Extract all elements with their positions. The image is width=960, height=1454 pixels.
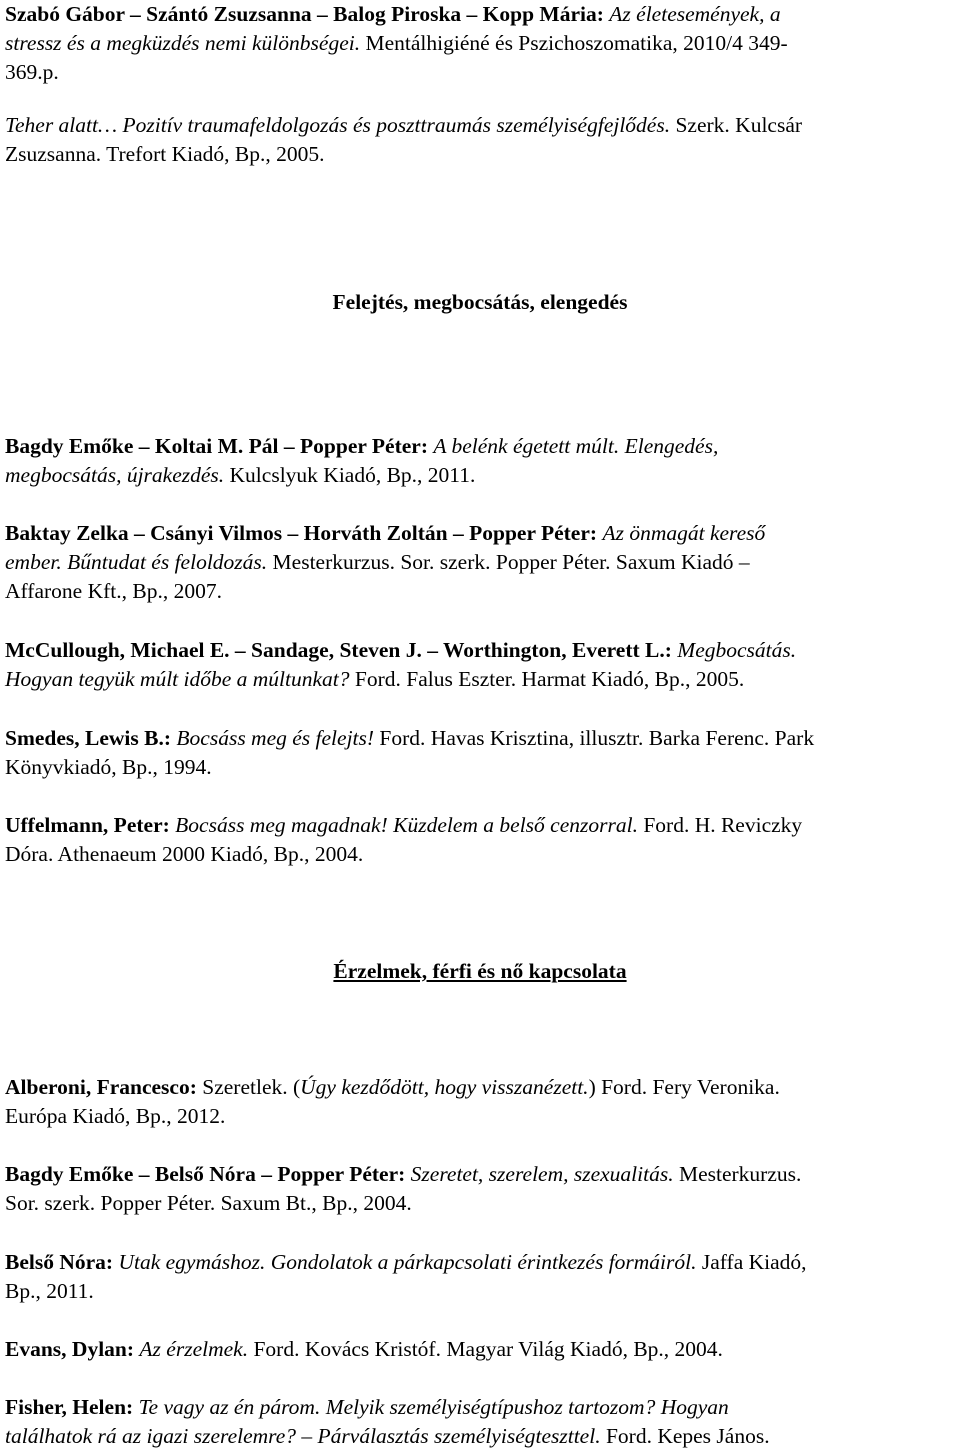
entry-line xyxy=(5,636,955,665)
entry-line xyxy=(5,519,955,548)
entry-line xyxy=(5,811,955,840)
entry-author: Szabó Gábor – Szántó Zsuzsanna – Balog Piroska – Kopp Mária: xyxy=(5,2,604,26)
entry-author: Baktay Zelka – Csányi Vilmos – Horváth Zoltán – Popper Péter: xyxy=(5,521,598,545)
entry-title: A belénk égetett múlt. Elengedés, xyxy=(433,434,719,458)
entry-line xyxy=(5,432,955,461)
entry-text: Zsuzsanna. Trefort Kiadó, Bp., 2005. xyxy=(5,142,325,166)
entry-line xyxy=(5,1189,955,1218)
entry-title: ember. Bűntudat és feloldozás. xyxy=(5,550,268,574)
entry-author: Bagdy Emőke – Belső Nóra – Popper Péter: xyxy=(5,1162,406,1186)
entry-title: Az önmagát kereső xyxy=(602,521,766,545)
entry-title: megbocsátás, újrakezdés. xyxy=(5,463,225,487)
entry-author: Alberoni, Francesco: xyxy=(5,1075,197,1099)
entry-text: Szerk. Kulcsár xyxy=(670,113,803,137)
entry-text: Mesterkurzus. Sor. szerk. Popper Péter. Saxum Kiadó – xyxy=(267,550,750,574)
entry-line xyxy=(5,1422,955,1451)
entry-text: Könyvkiadó, Bp., 1994. xyxy=(5,755,212,779)
entry-line xyxy=(5,1160,955,1189)
entry-line xyxy=(5,1073,955,1102)
entry-line xyxy=(5,140,955,169)
entry-title: stressz és a megküzdés nemi különbségei. xyxy=(5,31,361,55)
entry-line xyxy=(5,111,955,140)
entry-text: Dóra. Athenaeum 2000 Kiadó, Bp., 2004. xyxy=(5,842,364,866)
entry-text: ) Ford. Fery Veronika. xyxy=(588,1075,780,1099)
entry-line xyxy=(5,724,955,753)
entry-line xyxy=(5,1102,955,1131)
entry-line xyxy=(5,665,955,694)
entry-line xyxy=(5,29,955,58)
entry-author: Smedes, Lewis B.: xyxy=(5,726,172,750)
entry-line xyxy=(5,0,955,29)
entry-line xyxy=(5,753,955,782)
section-heading-forgiveness: Felejtés, megbocsátás, elengedés xyxy=(332,290,628,314)
entry-text: Bp., 2011. xyxy=(5,1279,94,1303)
entry-line xyxy=(5,1277,955,1306)
entry-author: Bagdy Emőke – Koltai M. Pál – Popper Péter: xyxy=(5,434,428,458)
entry-text: Szeretlek. ( xyxy=(196,1075,301,1099)
entry-text: Mesterkurzus. xyxy=(673,1162,802,1186)
entry-title: Te vagy az én párom. Melyik személyiségtípushoz tartozom? Hogyan xyxy=(138,1395,729,1419)
entry-line xyxy=(5,58,955,87)
entry-text: Ford. Kovács Kristóf. Magyar Világ Kiadó, Bp., 2004. xyxy=(248,1337,723,1361)
entry-author: Uffelmann, Peter: xyxy=(5,813,170,837)
entry-title: Teher alatt… Pozitív traumafeldolgozás és poszttraumás személyiségfejlődés. xyxy=(5,113,671,137)
entry-text: Ford. Havas Krisztina, illusztr. Barka Ferenc. Park xyxy=(374,726,815,750)
entry-title: Megbocsátás. xyxy=(677,638,797,662)
entry-author: Belső Nóra: xyxy=(5,1250,114,1274)
entry-text: Affarone Kft., Bp., 2007. xyxy=(5,579,222,603)
entry-line xyxy=(5,1335,955,1364)
entry-line xyxy=(5,548,955,577)
entry-line xyxy=(5,577,955,606)
entry-title: Szeretet, szerelem, szexualitás. xyxy=(410,1162,674,1186)
entry-title: találhatok rá az igazi szerelemre? – Párválasztás személyiségteszttel. xyxy=(5,1424,601,1448)
entry-text: Kulcslyuk Kiadó, Bp., 2011. xyxy=(224,463,476,487)
entry-title: Hogyan tegyük múlt időbe a múltunkat? xyxy=(5,667,350,691)
entry-title: Bocsáss meg és felejts! xyxy=(176,726,375,750)
entry-text: Európa Kiadó, Bp., 2012. xyxy=(5,1104,226,1128)
entry-text: Ford. Falus Eszter. Harmat Kiadó, Bp., 2005. xyxy=(349,667,745,691)
entry-title: Az érzelmek. xyxy=(139,1337,249,1361)
entry-title: Úgy kezdődött, hogy visszanézett. xyxy=(300,1075,589,1099)
entry-line xyxy=(5,840,955,869)
entry-line xyxy=(5,1248,955,1277)
entry-text: Ford. H. Reviczky xyxy=(637,813,803,837)
entry-text: Mentálhigiéné és Pszichoszomatika, 2010/4 349- xyxy=(360,31,788,55)
entry-text: Sor. szerk. Popper Péter. Saxum Bt., Bp., 2004. xyxy=(5,1191,412,1215)
entry-text: 369.p. xyxy=(5,60,59,84)
entry-author: Fisher, Helen: xyxy=(5,1395,134,1419)
entry-author: Evans, Dylan: xyxy=(5,1337,135,1361)
entry-title: Bocsáss meg magadnak! Küzdelem a belső cenzorral. xyxy=(175,813,638,837)
entry-title: Utak egymáshoz. Gondolatok a párkapcsolati érintkezés formáiról. xyxy=(118,1250,697,1274)
entry-text: Ford. Kepes János. xyxy=(600,1424,770,1448)
entry-line xyxy=(5,461,955,490)
entry-author: McCullough, Michael E. – Sandage, Steven J. – Worthington, Everett L.: xyxy=(5,638,672,662)
entry-text: Jaffa Kiadó, xyxy=(696,1250,807,1274)
entry-title: Az életesemények, a xyxy=(609,2,781,26)
entry-line xyxy=(5,1393,955,1422)
section-heading-emotions: Érzelmek, férfi és nő kapcsolata xyxy=(333,959,627,983)
